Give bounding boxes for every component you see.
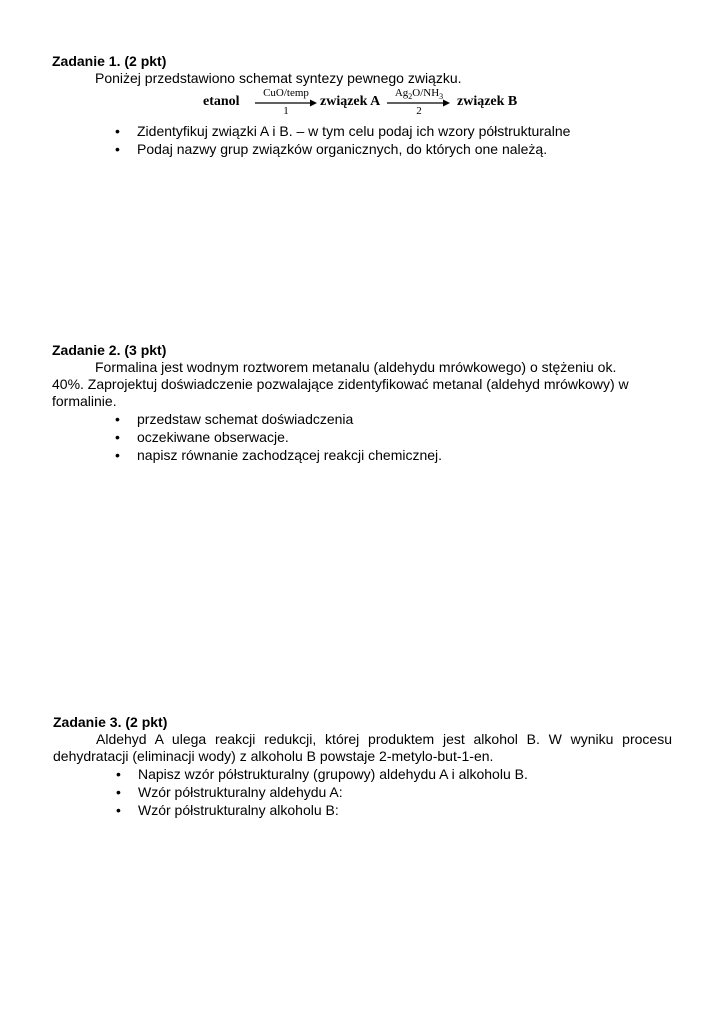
- list-item: • Wzór półstrukturalny alkoholu B:: [53, 801, 672, 819]
- task-1-bullet-list: [52, 122, 672, 158]
- task-2-title: Zadanie 2. (3 pkt): [52, 342, 167, 358]
- scheme-compound-a: związek A: [320, 94, 381, 109]
- task-2-bullet-list: [52, 410, 652, 464]
- list-item: • Wzór półstrukturalny aldehydu A:: [53, 783, 672, 801]
- task-1-instructions: [52, 122, 672, 158]
- scheme-compound-b: związek B: [457, 94, 518, 109]
- task-2: [52, 342, 652, 464]
- list-item: • napisz równanie zachodzącej reakcji chemicznej.: [52, 446, 652, 464]
- list-item: • oczekiwane obserwacje.: [52, 428, 652, 446]
- arrow-1-reagent: CuO/temp: [263, 87, 309, 99]
- list-item: • Napisz wzór półstrukturalny (grupowy) aldehydu A i alkoholu B.: [53, 765, 672, 783]
- arrow-2-step-number: 2: [416, 105, 422, 117]
- task-3-title: Zadanie 3. (2 pkt): [53, 714, 168, 730]
- task-2-intro: Formalina jest wodnym roztworem metanalu (aldehydu mrówkowego) o stężeniu ok. 40%. Zaprojektuj doświadczenie pozwalające zidentyfikować metanal (aldehyd mrówkowy) w formalinie.: [52, 359, 629, 409]
- task-1-intro: Poniżej przedstawiono schemat syntezy pewnego związku.: [95, 70, 462, 86]
- task-1: [52, 53, 672, 87]
- arrow-2-reagent: $Ag_2O/NH_3$: [394, 87, 444, 102]
- task-3: [53, 714, 672, 819]
- task-1-title: Zadanie 1. (2 pkt): [52, 53, 167, 69]
- task-3-intro: Aldehyd A ulega reakcji redukcji, której produktem jest alkohol B. W wyniku procesu dehydratacji (eliminacji wody) z alkoholu B powstaje 2-metylo-but-1-en.: [53, 731, 672, 764]
- arrow-1-step-number: 1: [283, 105, 289, 117]
- list-item: • przedstaw schemat doświadczenia: [52, 410, 652, 428]
- synthesis-scheme: [203, 89, 533, 121]
- scheme-start-ethanol: etanol: [203, 94, 240, 109]
- list-item: • Podaj nazwy grup związków organicznych, do których one należą.: [52, 140, 672, 158]
- list-item: • Zidentyfikuj związki A i B. – w tym celu podaj ich wzory półstrukturalne: [52, 122, 672, 140]
- task-3-bullet-list: [53, 765, 672, 819]
